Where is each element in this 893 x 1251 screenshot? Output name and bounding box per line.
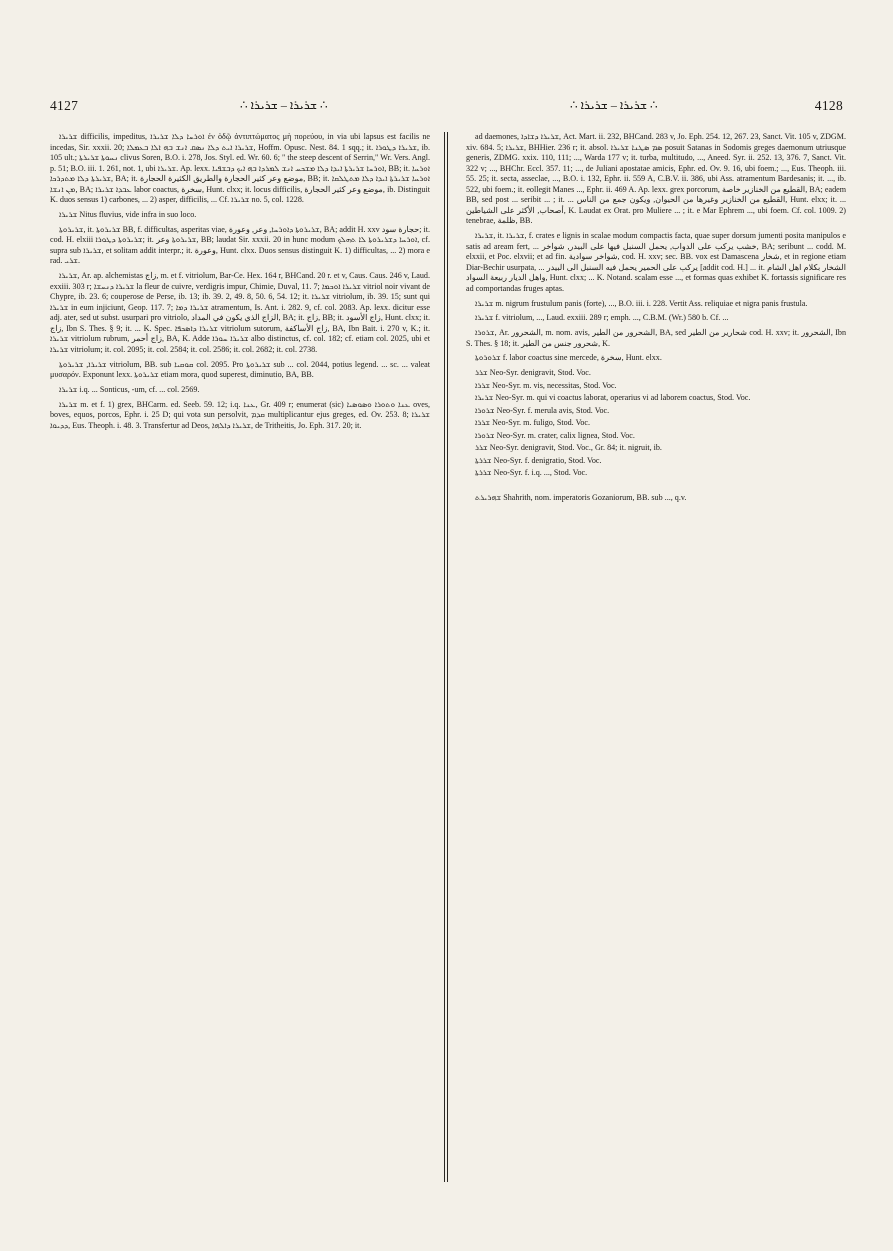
dictionary-entry: ܫܪܝܪܐ m. et f. 1) grex, BHCarm. ed. Seeb. 59. 12; i.q. ܥܢܐ, Gr. 409 r; enumerat (sic) ܥܢܐ ܘܬܘܪܐ ܘܣܘܣܝܐ oves, boves, equos, porcos, Ephr. i. 25 D; qui vota sun persolvit, ܩܕܡ multiplicantur ejus greges, ed. Ov. 253. 8; ܫܪܝܪܐ ܕܕܝܘܐ, Eus. Theoph. i. 48. 3. Transfertur ad Deos, ܫܪܝܪܐ ܕܐܠܗܐ, de Tritheitis, Jo. Eph. 317. 20; it. xyxy=(50,399,430,430)
dictionary-entry: ܫܪܘܪܐ, Ar. الشحرور, m. nom. avis, الشحرور من الطير, BA, sed شحارير من الطير cod. H. xxv; it. الشحرور, Ibn S. Thes. § 18; it. شحرور جنس من الطير, K. xyxy=(466,328,846,348)
dictionary-entry: ܫܪܪܐ Neo-Syr. m. vis, necessitas, Stod. Voc. xyxy=(475,380,617,390)
dictionary-entry: ܫܪܝܪܐ Nitus fluvius, vide infra in suo loco. xyxy=(59,210,197,220)
dictionary-entry: ܫܪܝܪܐ m. nigrum frustulum panis (forte), ..., B.O. iii. i. 228. Vertit Ass. reliquiae et nigra panis frustula. xyxy=(475,298,808,308)
running-title-left: ∴ ܫܪܝܪܐ – ܫܪܝܪܐ ∴ xyxy=(240,98,328,112)
dictionary-entry-shahrith: ܫܗܪܝܪܬ Shahrith, nom. imperatoris Gozaniorum, BB. sub ..., q.v. xyxy=(475,492,687,502)
dictionary-entry: ܫܪܝܪܐ Neo-Syr. m. qui vi coactus laborat, operarius vi ad laborem coactus, Stod. Voc. xyxy=(475,393,751,403)
dictionary-entry: ܫܪܘܪܘܬܐ f. labor coactus sine mercede, سخرة, Hunt. elxx. xyxy=(475,353,662,363)
dictionary-entry: ܫܪܪ Neo-Syr. denigravit, Stod. Voc. xyxy=(475,368,591,378)
dictionary-entry: ܫܪܝܪܐ, ܫܪܝܪܘܬܐ vitriolum, BB. sub ܩܘܩܝܐ col. 2095. Pro ܫܪܝܪܘܬܐ sub ... col. 2044, potius legend. ... sc. ... valeat μυσαρόν. Exponunt lexx. ܫܪܝܪܘܬܐ etiam mora, quod superest, diminutio, BA, BB. xyxy=(50,359,430,380)
dictionary-entry: ܫܪܪܬܐ Neo-Syr. f. denigratio, Stod. Voc. xyxy=(475,455,602,465)
column-divider xyxy=(444,132,448,1182)
page-number-left: 4127 xyxy=(50,98,79,113)
dictionary-entry: ܫܪܝܪܐ i.q. ... Sonticus, -um, cf. ... col. 2569. xyxy=(59,384,200,394)
page-header xyxy=(50,94,843,116)
dictionary-entry: ܫܪܪܬܐ Neo-Syr. f. i.q. ..., Stod. Voc. xyxy=(475,468,588,478)
dictionary-entry: ܫܪܪܐ Neo-Syr. m. fuligo, Stod. Voc. xyxy=(475,418,591,428)
dictionary-entry: ܫܪܝܪܐ difficilis, impeditus, ܐܘܪܚܐ ܕܠܐ ܫܪܝܪܐ ἐν ὁδῷ ἀντιπτώματος μὴ πορεύου, in via ubi lapsus est facilis ne incedas, Sir. xxxii. 20; ܫܪܝܪܐ ܐܝܬ ܕܠܐ ܢܣܩ ܐܢܫ ܒܗ ܐܠܐ ܒܥܡܠܐ, Hoffm. Opusc. Nest. 84. 1 sqq.; it. ܫܪܝܪܐ ܕܛܘܪܐ, ib. 105 ult.; ܢܚܘܬܐ ܫܪܝܪܬܐ clivus Soren, B.O. i. 278, Jos. Styl. ed. Wr. 60. 6; " the steep descent of Serrin," Wr. Vers. Angl. p. 51; B.O. iii. 1. 261, not. 1, ubi ܫܪܝܪܐ. Ap. lexx. ܐܘܪܚܐ ܫܪܝܪܬܐ ܐܝܕܐ ܕܠܐ ܡܫܟܚ ܐܢܫ ܠܡܪܕܐ ܒܗ ܐܝܟ ܕܒܫܦܝܐ, BB; it. ܐܘܪܚܐ ܫܪܝܪܬܐ ܕܠܐ ܡܬܕܪܟܐ, BA; it. موضع وعر كثير الحجارة والطريق الكثيرة الحجارة, BB; it. ܐܘܪܚܐ ܫܪܝܪܬܐ ܐܝܕܐ ܕܠܐ ܡܬܛܠܩܐ ܡܢ ܐܢܫܐ, BA; ܥܒܕܐ ܫܪܝܪܐ labor coactus, سخرة, Hunt. clxx; it. locus difficilis, موضع وعر كثير الحجارة, ib. Distinguit K. duos sensus 1) carbones, ... 2) asper, difficilis, ... Cf. ܫܪܝܪܐ no. 5, col. 1228. xyxy=(50,132,430,205)
dictionary-entry: ܫܪܘܪܐ Neo-Syr. f. merula avis, Stod. Voc. xyxy=(475,405,610,415)
running-title-right: ∴ ܫܪܝܪܐ – ܫܪܝܪܐ ∴ xyxy=(570,98,658,112)
dictionary-entry: ܫܪܪ Neo-Syr. denigravit, Stod. Voc., Gr. 84; it. nigruit, ib. xyxy=(475,443,662,453)
two-column-body xyxy=(50,132,846,1182)
dictionary-entry: ܫܪܝܪܐ, Ar. ap. alchemistas زاج, m. et f. vitriolum, Bar-Ce. Hex. 164 r, BHCand. 20 r. et v, Caus. Caus. 246 v, Laud. exxiii. 303 r; ܫܪܝܪܐ ܕܢܚܫܐ la fleur de cuivre, verdigris impur, Chimie, Duval, 11. 7; ܫܪܝܪܐ ܐܘܟܡܐ vitriol noir vivant de Chypre, ib. 23. 6; couperose de Perse, ib. 13; ib. 39. 2, 49. 8, 50. 6, 54. 12; it. ܫܪܝܪܐ vitriolum, ib. 39. 15; sunt qui ܫܪܝܪܐ in eum injiciunt, Geop. 117. 7; ܫܪܝܪܐ ܕܡܐ atramentum, Is. Ant. i. 282. 9, cf. col. 2083. Ap. lexx. dicitur esse adj. ater, sed ut subst. usurpari pro vitriolo, الزاج الذي يكون في المداد, BA; it. زاج, BB; it. زاج الأسود, Hunt. clxx; it. زاج, Ibn S. Thes. § 9; it. ... K. Spec. ܫܪܝܪܐ ܕܐܣܟܦܐ vitriolum sutorum, زاج الأساكفة, BA, Ibn Bait. i. 270 v, K.; it. ܫܪܝܪܐ vitriolum rubrum, زاج أحمر, BA, K. Adde ܫܪܝܪܐ ܚܘܪܐ albo distinctus, cf. col. 182; cf. etiam col. 2025, ubi et ܫܪܝܪܐ vitriolum; it. col. 2095; it. col. 2584; it. col. 2586; it. col. 2682; it. col. 2738. xyxy=(50,271,430,354)
dictionary-entry: ܫܪܝܪܐ f. vitriolum, ..., Laud. exxiii. 289 r; emph. ..., C.B.M. (Wr.) 580 b. Cf. ... xyxy=(475,313,729,323)
dictionary-entry: ܫܪܝܪܘܬܐ, it. ܫܪܝܪܘܬܐ BB, f. difficultas, asperitas viae, ܫܪܝܪܘܬܐ ܕܐܘܪܚܐ, وعر, وعورة, BA; addit H. xxv حجارة سود; it. cod. H. elxiii ܫܪܝܪܘܬܐ ܕܛܘܪܐ; it. ܫܪܝܪܘܬܐ وعر, BB; laudat Sir. xxxii. 20 in hunc modum ܐܘܪܚܐ ܕܫܪܝܪܘܬܐ ܠܐ ܬܗܠܟ, cf. supra sub ܫܪܝܪܐ, et solitam addit interpr.; it. وعورة, Hunt. clxx. Duos sensus distinguit K. 1) difficultas, ... 2) mora e rad. ܫܪܝ. xyxy=(50,224,430,266)
right-column xyxy=(466,132,846,1182)
left-column xyxy=(50,132,430,1182)
dictionary-entry: ܫܪܝܪܐ, it. ܫܪܝܪܐ, f. crates e lignis in scalae modum compactis facta, quae super dorsum jumenti posita manipulos e satis ad aream fert, ... خشب يركب على الدواب, يحمل السنبل فيها على البيدر, شواخر, BA; seribunt ... codd. M. elxxii, et Poc. elxvii; et ad fin. شواخر سوادية, cod. H. xxv; sec. BB. vox est Damascena شخار, et in regione etiam Diar-Bechir usurpata, ... يركب على الحمير يحمل فيه السنبل الى البيدر [addit cod. H.] ... it. الشخار بكلام اهل الشام واهل الديار ربيعة السواد, Hunt. clxx; ... K. Notand. scalam esse ..., et formas quas exhibet K. fortassis significare res ad comportandas fruges aptas. xyxy=(466,231,846,293)
dictionary-entry: ad daemones, ܫܪܝܪܐ ܕܫܐܕܐ, Act. Mart. ii. 232, BHCand. 283 v, Jo. Eph. 254. 12, 267. 23, Sanct. Vit. 105 v, ZDGM. xiv. 684. 5; ܫܪܝܪܐ, BHHier. 236 r; it. absol. ܣܡ ܣܛܢܐ ܫܪܝܪܐ posuit Satanas in Sodomis greges daemonum utriusque generis, ZDMG. xxix. 110, 111; ..., Warda 177 v; it. turba, multitudo, ..., Aneed. Syr. ii. 252. 13, 376. 7, Sanct. Vit. 322 v; ..., BHChr. Eccl. 357. 11; ..., de Juliani apostatae amicis, Ephr. ed. Ov. 9. 16, ubi foem.; ..., Eus. Theoph. iii. 55. 25; it. secta, asseclae, ..., B.O. i. 132, Ephr. ii. 559 A, C.B.V. ii. 386, ubi Ass. atramentum Bardesanis; it. ..., ib. 522, ubi foem.; it. eollegit Manes ..., Ephr. ii. 469 A. Ap. lexx. grex porcorum, القطيع من الخنازير خاصة, BA; eadem BB, sed post ... seribit ... ; it. ... القطيع من الخنازير وغيرها من الحيوان, ويكون جمع من الناس, Hunt. elxx; it. ... أصحاب, الأكثر على الشياطين, K. Laudat ex Orat. pro Muliere ... ; it. e Mar Ephrem ..., ubi foem. Cf. col. 1009. 2) tenebrae, ظلمة, BB. xyxy=(466,132,846,226)
page-number-right: 4128 xyxy=(814,98,843,113)
dictionary-entry: ܫܪܘܪܐ Neo-Syr. m. crater, calix lignea, Stod. Voc. xyxy=(475,430,635,440)
